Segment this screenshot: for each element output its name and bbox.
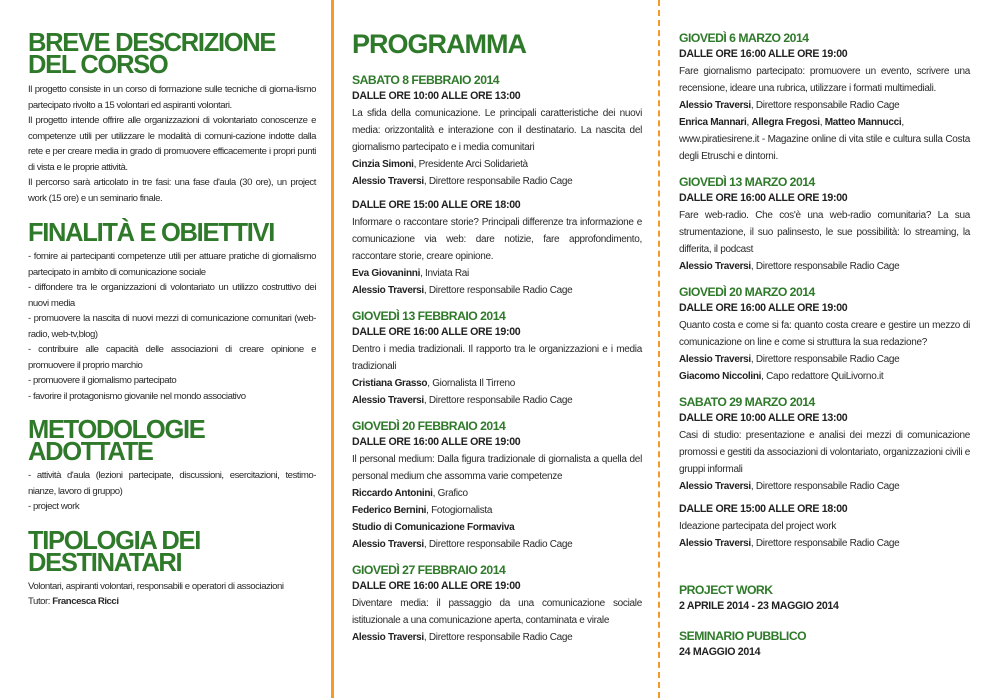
descrizione-text: Il progetto consiste in un corso di formazione sulle tecniche di giorna-lismo partecipato rivolto a 15 volontari ed aspiranti volontari. Il progetto intende offrire alle organizzazioni di volontariato conoscenze e competenze utili per utilizzare le modalità di comuni-cazione indotte dalla rete e per creare media in grado di promuovere efficacemente i propri punti di vista e le proprie attività. Il percorso sarà articolato in tre fasi: una fase d'aula (30 ore), un project work (15 ore) e un seminario finale.: [28, 84, 316, 204]
metodologie-list: [28, 468, 316, 515]
list-item: - diffondere tra le organizzazioni di volontariato un utilizzo costruttivo dei nuovi media: [28, 282, 316, 309]
session-27-feb: GIOVEDÌ 27 FEBBRAIO 2014 DALLE ORE 16:00 ALLE ORE 19:00 Diventare media: il passaggio da una comunicazione sociale istituzionale a una comunicazione aperta, contaminata e virale Alessio Traversi, Direttore responsabile Radio Cage: [352, 563, 642, 643]
session-13-mar: GIOVEDÌ 13 MARZO 2014 DALLE ORE 16:00 ALLE ORE 19:00 Fare web-radio. Che cos'è una web-radio comunitaria? La sua strumentazione, il suo palinsesto, le sue possibilità: lo streaming, la differita, il podcast Alessio Traversi, Direttore responsabile Radio Cage: [679, 175, 970, 272]
session-20-feb: GIOVEDÌ 20 FEBBRAIO 2014 DALLE ORE 16:00 ALLE ORE 19:00 Il personal medium: Dalla figura tradizionale di giornalista a quella del personal medium che assomma varie competenze Riccardo Antonini, Grafico Federico Bernini, Fotogiornalista Studio di Comunicazione Formaviva Alessio Traversi, Direttore responsabile Radio Cage: [352, 419, 642, 550]
section-title-metodologie: METODOLOGIE ADOTTATE: [28, 416, 205, 466]
list-item: - promuovere la nascita di nuovi mezzi di comunicazione comunitari (web-radio, web-tv,blog): [28, 313, 316, 340]
page-title: PROGRAMMA: [352, 29, 526, 59]
session-20-mar: GIOVEDÌ 20 MARZO 2014 DALLE ORE 16:00 ALLE ORE 19:00 Quanto costa e come si fa: quanto costa creare e gestire un mezzo di comunicazione on line e come si struttura la sua redazione? Alessio Traversi, Direttore responsabile Radio Cage Giacomo Niccolini, Capo redattore QuiLivorno.it: [679, 285, 970, 382]
project-work: PROJECT WORK 2 APRILE 2014 - 23 MAGGIO 2014: [679, 583, 839, 612]
left-column: [0, 0, 332, 698]
finalita-list: [28, 249, 316, 404]
destinatari-text: Volontari, aspiranti volontari, responsabili e operatori di associazioni Tutor: Francesca Ricci: [28, 579, 316, 610]
section-title-finalita: FINALITÀ E OBIETTIVI: [28, 219, 274, 247]
session-8-feb: SABATO 8 FEBBRAIO 2014 DALLE ORE 10:00 ALLE ORE 13:00 La sfida della comunicazione. Le principali caratteristiche dei nuovi media: orizzontalità e interazione con il destinatario. La nascita del giornalismo partecipato e i media comunitari Cinzia Simoni, Presidente Arci Solidarietà Alessio Traversi, Direttore responsabile Radio Cage DALLE ORE 15:00 ALLE ORE 18:00 Informare o raccontare storie? Principali differenze tra informazione e comunicazione via web: dare notizie, fare approfondimento, raccontare storie, creare opinione. Eva Giovaninni, Inviata Rai Alessio Traversi, Direttore responsabile Radio Cage: [352, 73, 642, 296]
session-13-feb: GIOVEDÌ 13 FEBBRAIO 2014 DALLE ORE 16:00 ALLE ORE 19:00 Dentro i media tradizionali. Il rapporto tra le organizzazioni e i media tradizionali Cristiana Grasso, Giornalista Il Tirreno Alessio Traversi, Direttore responsabile Radio Cage: [352, 309, 642, 406]
list-item: - fornire ai partecipanti competenze utili per attuare pratiche di giornalismo partecipato in ambito di comunicazione sociale: [28, 251, 316, 278]
tutor-line: Tutor: Francesca Ricci: [28, 596, 119, 607]
seminario-pubblico: SEMINARIO PUBBLICO 24 MAGGIO 2014: [679, 629, 807, 658]
section-title-descrizione: BREVE DESCRIZIONE DEL CORSO: [28, 29, 276, 79]
middle-column: [334, 0, 658, 698]
list-item: - project work: [28, 501, 80, 512]
list-item: - attività d'aula (lezioni partecipate, discussioni, esercitazioni, testimo-nianze, lavoro di gruppo): [28, 470, 316, 497]
section-title-destinatari: TIPOLOGIA DEI DESTINATARI: [28, 526, 200, 577]
right-column: [660, 0, 992, 698]
list-item: - promuovere il giornalismo partecipato: [28, 375, 177, 386]
list-item: - contribuire alle capacità delle associazioni di creare opinione e promuovere il proprio marchio: [28, 344, 316, 371]
session-6-mar: GIOVEDÌ 6 MARZO 2014 DALLE ORE 16:00 ALLE ORE 19:00 Fare giornalismo partecipato: promuovere un evento, scrivere una recensione, ideare una rubrica, utilizzare i formati multimediali. Alessio Traversi, Direttore responsabile Radio Cage Enrica Mannari, Allegra Fregosi, Matteo Mannucci, www.piratiesirene.it - Magazine online di vita stile e cultura sulla Costa degli Etruschi e dintorni.: [679, 31, 970, 162]
session-29-mar: SABATO 29 MARZO 2014 DALLE ORE 10:00 ALLE ORE 13:00 Casi di studio: presentazione e analisi dei mezzi di comunicazione promossi e gestiti da associazioni di volontariato, organizzazioni civili e gruppi informali Alessio Traversi, Direttore responsabile Radio Cage DALLE ORE 15:00 ALLE ORE 18:00 Ideazione partecipata del project work Alessio Traversi, Direttore responsabile Radio Cage: [679, 395, 970, 549]
list-item: - favorire il protagonismo giovanile nel mondo associativo: [28, 390, 246, 402]
